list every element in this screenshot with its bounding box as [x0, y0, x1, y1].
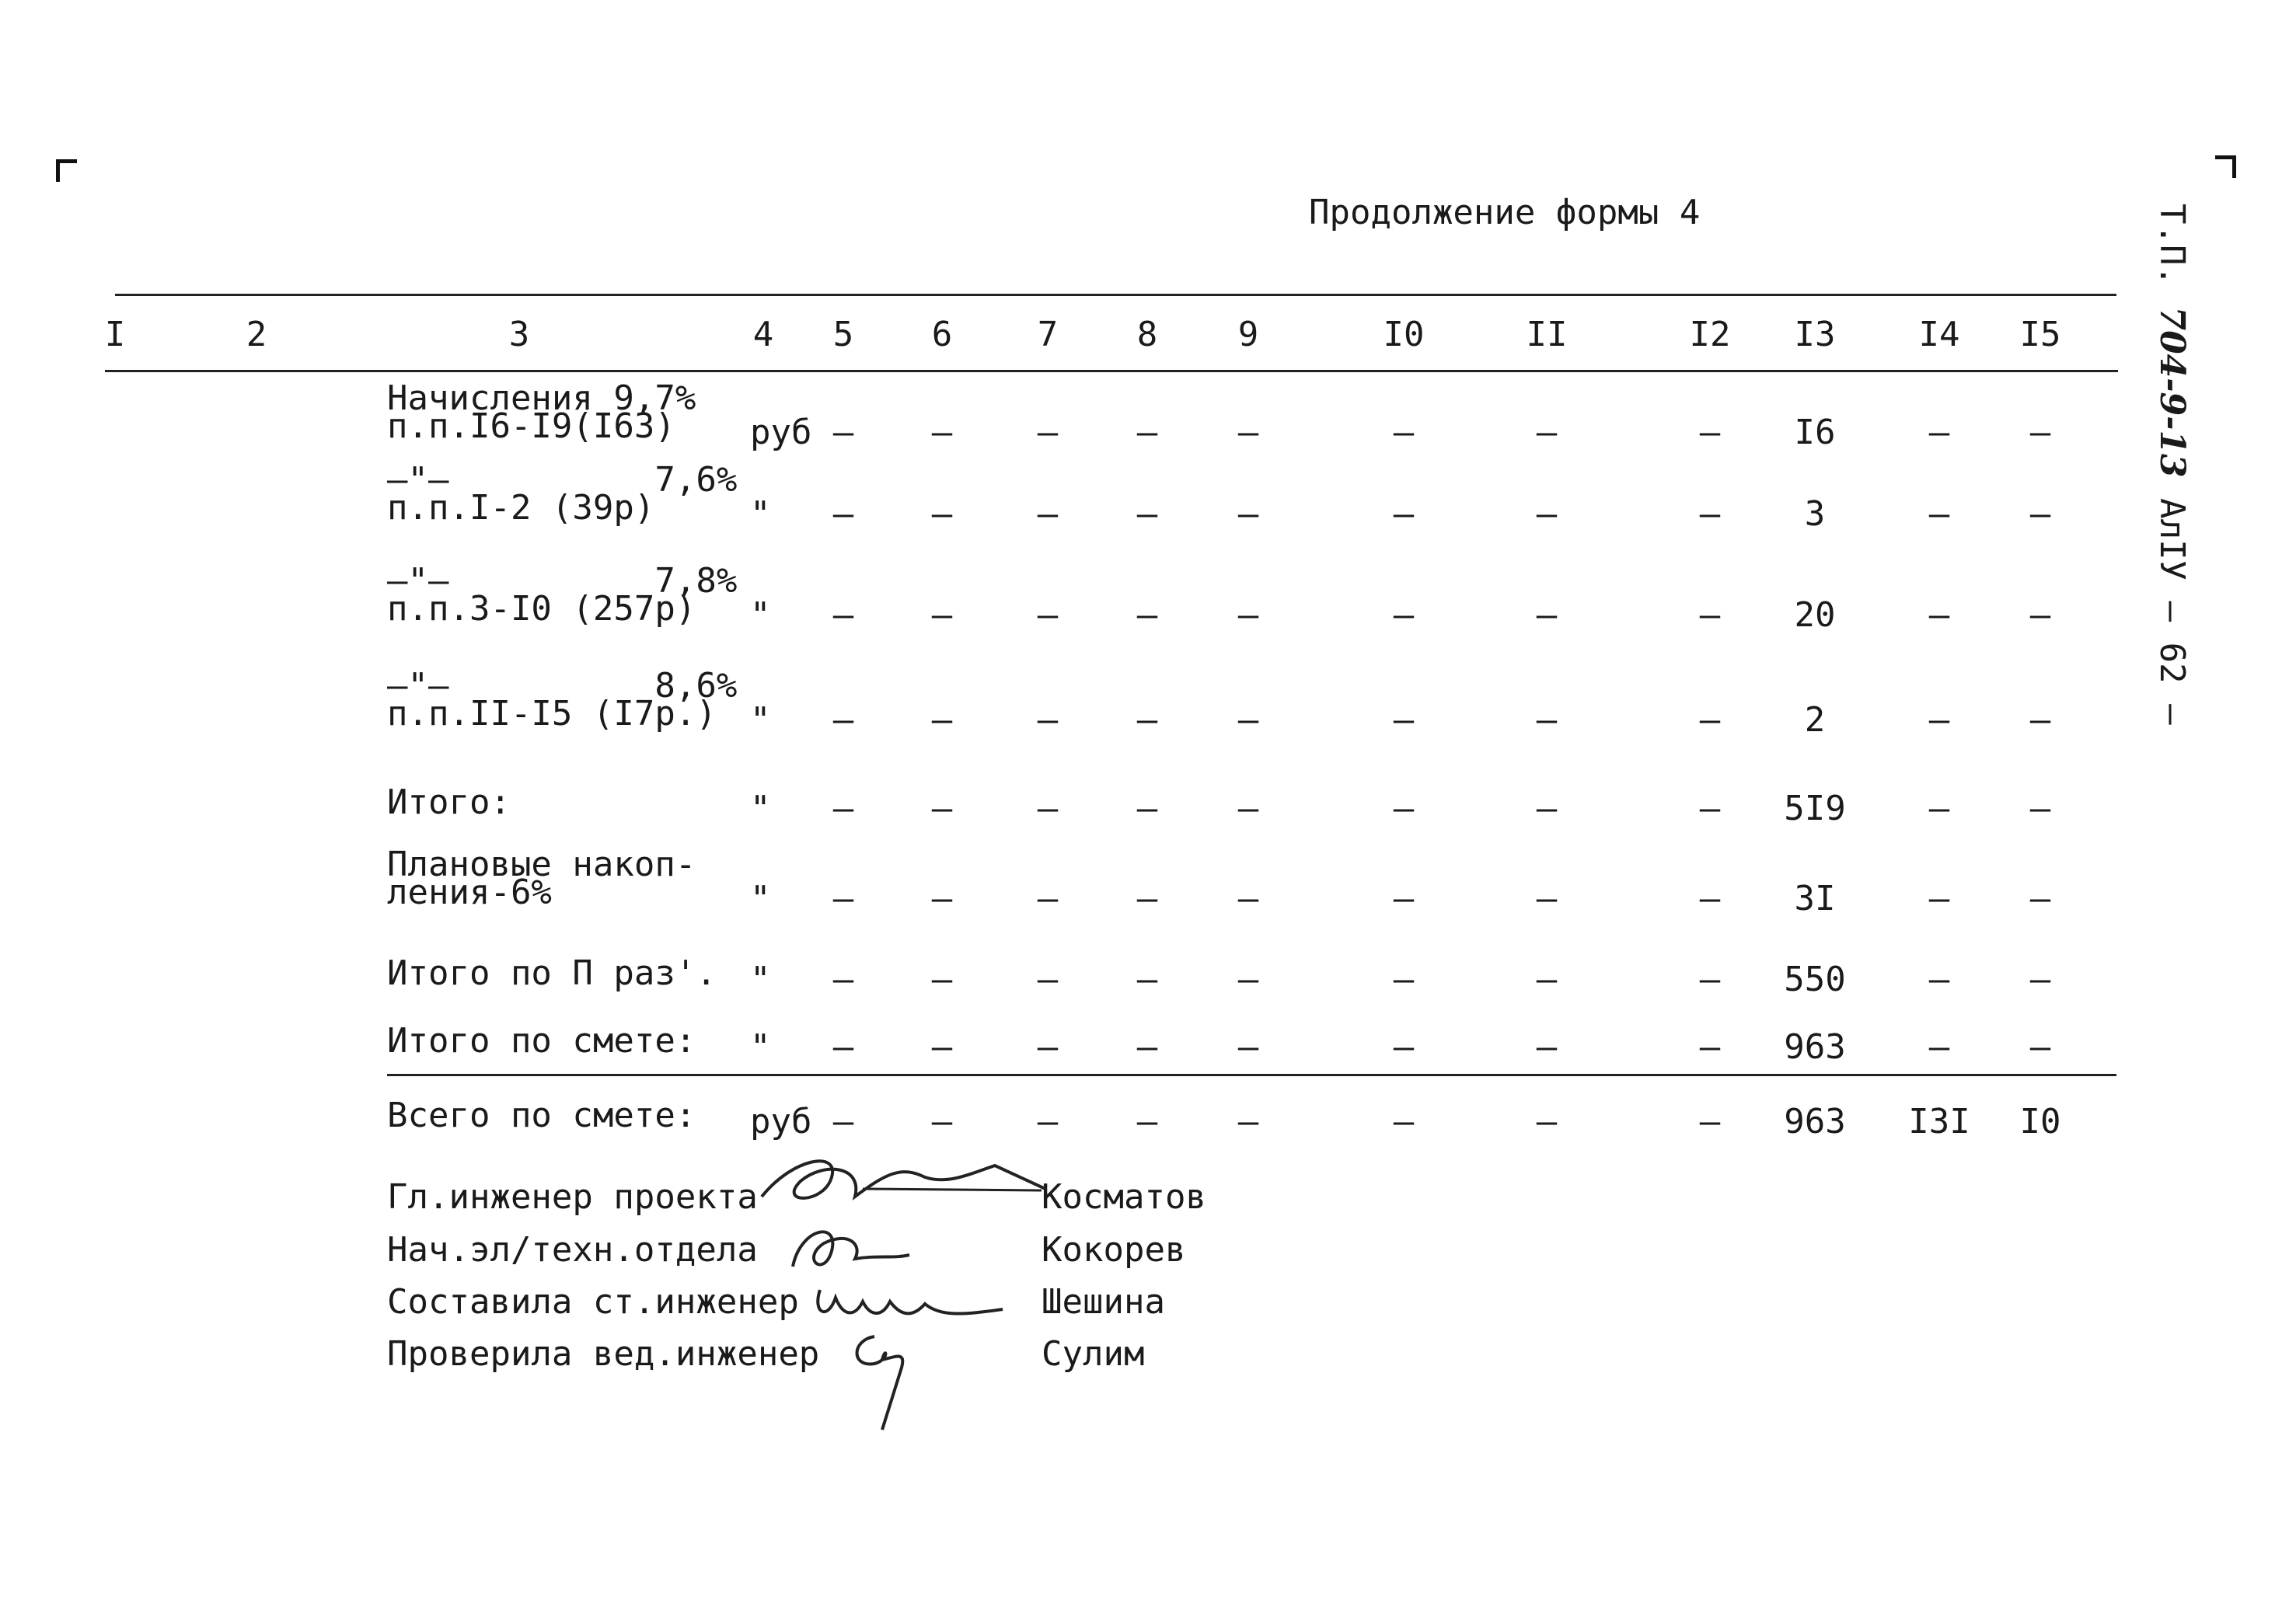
row-label-line-1: Итого по смете: [387, 1021, 696, 1061]
value-cell-col-6: – [931, 494, 953, 534]
row-label-line-1: –"– 7,8% [387, 561, 738, 601]
value-cell-col-11: – [1536, 494, 1558, 534]
column-number-8: 8 [1136, 315, 1158, 354]
value-cell-col-9: – [1237, 413, 1259, 452]
column-number-7: 7 [1037, 315, 1059, 354]
value-cell-col-5: – [832, 789, 854, 828]
unit-cell: " [750, 879, 771, 918]
value-cell-col-12: – [1699, 1027, 1721, 1067]
document-code-prefix: Т.П. [2152, 204, 2192, 307]
signature-role: Гл.инженер проекта [387, 1177, 758, 1217]
row-label [387, 460, 738, 528]
value-cell-col-8: – [1136, 879, 1158, 918]
row-label-line-2: п.п.I-2 (39р) [387, 488, 655, 528]
value-cell-col-10: – [1393, 1102, 1415, 1141]
signature-role: Составила ст.инженер [387, 1282, 799, 1322]
value-cell-col-15: – [2029, 789, 2051, 828]
row-label-line-1: Начисления 9,7% [387, 378, 696, 418]
row-label-line-2: п.п.I6-I9(I63) [387, 406, 675, 446]
value-cell-col-5: – [832, 413, 854, 452]
value-cell-col-15: I0 [2019, 1102, 2061, 1141]
page-heading: Продолжение формы 4 [1309, 193, 1701, 232]
document-code-suffix: АлIУ — 62 — [2152, 477, 2192, 725]
value-cell-col-6: – [931, 700, 953, 740]
unit-cell: руб [750, 1102, 812, 1141]
value-cell-col-15: – [2029, 413, 2051, 452]
column-number-9: 9 [1237, 315, 1259, 354]
unit-cell: " [750, 595, 771, 635]
unit-cell: " [750, 494, 771, 534]
value-cell-col-15: – [2029, 595, 2051, 635]
value-cell-col-5: – [832, 700, 854, 740]
row-label [387, 953, 717, 993]
value-cell-col-7: – [1037, 494, 1059, 534]
unit-cell: " [750, 960, 771, 999]
value-cell-col-12: – [1699, 494, 1721, 534]
column-number-6: 6 [931, 315, 953, 354]
row-label [387, 561, 738, 629]
signature-role: Проверила вед.инженер [387, 1334, 820, 1374]
value-cell-col-7: – [1037, 1027, 1059, 1067]
column-number-1: I [104, 315, 126, 354]
value-cell-col-7: – [1037, 595, 1059, 635]
value-cell-col-8: – [1136, 960, 1158, 999]
value-cell-col-13: 963 [1784, 1027, 1846, 1067]
row-label [387, 666, 738, 734]
value-cell-col-15: – [2029, 700, 2051, 740]
value-cell-col-12: – [1699, 789, 1721, 828]
value-cell-col-10: – [1393, 494, 1415, 534]
column-number-13: I3 [1794, 315, 1836, 354]
unit-cell: " [750, 1027, 771, 1067]
column-number-10: I0 [1383, 315, 1425, 354]
row-label [387, 378, 696, 446]
value-cell-col-8: – [1136, 789, 1158, 828]
column-number-5: 5 [832, 315, 854, 354]
value-cell-col-7: – [1037, 700, 1059, 740]
value-cell-col-8: – [1136, 595, 1158, 635]
row-label-line-1: –"– 8,6% [387, 666, 738, 706]
value-cell-col-15: – [2029, 494, 2051, 534]
value-cell-col-7: – [1037, 960, 1059, 999]
column-number-15: I5 [2019, 315, 2061, 354]
value-cell-col-13: 20 [1794, 595, 1836, 635]
row-label-line-2: п.п.II-I5 (I7р.) [387, 694, 717, 734]
value-cell-col-6: – [931, 960, 953, 999]
row-label-line-1: –"– 7,6% [387, 460, 738, 500]
value-cell-col-12: – [1699, 1102, 1721, 1141]
value-cell-col-12: – [1699, 700, 1721, 740]
value-cell-col-5: – [832, 1102, 854, 1141]
value-cell-col-13: 3 [1804, 494, 1826, 534]
value-cell-col-6: – [931, 413, 953, 452]
value-cell-col-8: – [1136, 1027, 1158, 1067]
header-bottom-rule [105, 370, 2118, 372]
value-cell-col-14: – [1928, 1027, 1950, 1067]
value-cell-col-14: – [1928, 494, 1950, 534]
value-cell-col-5: – [832, 879, 854, 918]
row-label [387, 1021, 696, 1061]
value-cell-col-11: – [1536, 879, 1558, 918]
value-cell-col-7: – [1037, 1102, 1059, 1141]
value-cell-col-7: – [1037, 789, 1059, 828]
value-cell-col-11: – [1536, 1102, 1558, 1141]
signature-sulim [843, 1321, 929, 1438]
row-label-line-1: Всего по смете: [387, 1096, 696, 1135]
unit-cell: " [750, 789, 771, 828]
value-cell-col-13: 963 [1784, 1102, 1846, 1141]
value-cell-col-8: – [1136, 494, 1158, 534]
value-cell-col-11: – [1536, 789, 1558, 828]
row-label-line-1: Итого: [387, 782, 511, 822]
value-cell-col-5: – [832, 494, 854, 534]
value-cell-col-15: – [2029, 960, 2051, 999]
totals-rule [387, 1074, 2116, 1076]
value-cell-col-10: – [1393, 413, 1415, 452]
value-cell-col-9: – [1237, 960, 1259, 999]
value-cell-col-9: – [1237, 879, 1259, 918]
value-cell-col-10: – [1393, 595, 1415, 635]
value-cell-col-9: – [1237, 1027, 1259, 1067]
table-top-rule [115, 294, 2116, 296]
value-cell-col-13: 5I9 [1784, 789, 1846, 828]
row-label [387, 1096, 696, 1135]
value-cell-col-11: – [1536, 700, 1558, 740]
row-label-line-2: ления-6% [387, 873, 552, 912]
value-cell-col-9: – [1237, 1102, 1259, 1141]
row-label [387, 845, 696, 912]
value-cell-col-9: – [1237, 494, 1259, 534]
column-number-12: I2 [1689, 315, 1731, 354]
value-cell-col-14: – [1928, 595, 1950, 635]
value-cell-col-6: – [931, 595, 953, 635]
value-cell-col-8: – [1136, 1102, 1158, 1141]
value-cell-col-14: – [1928, 960, 1950, 999]
value-cell-col-7: – [1037, 879, 1059, 918]
value-cell-col-11: – [1536, 413, 1558, 452]
value-cell-col-10: – [1393, 789, 1415, 828]
value-cell-col-10: – [1393, 700, 1415, 740]
value-cell-col-13: 3I [1794, 879, 1836, 918]
value-cell-col-8: – [1136, 413, 1158, 452]
value-cell-col-6: – [931, 1102, 953, 1141]
value-cell-col-8: – [1136, 700, 1158, 740]
corner-mark-top-left [56, 159, 77, 182]
value-cell-col-11: – [1536, 595, 1558, 635]
value-cell-col-9: – [1237, 789, 1259, 828]
value-cell-col-10: – [1393, 879, 1415, 918]
document-code [2152, 204, 2192, 725]
column-number-3: 3 [508, 315, 530, 354]
signatory-name: Шешина [1042, 1282, 1165, 1322]
value-cell-col-12: – [1699, 413, 1721, 452]
value-cell-col-10: – [1393, 960, 1415, 999]
column-number-14: I4 [1918, 315, 1960, 354]
unit-cell: руб [750, 413, 812, 452]
value-cell-col-14: – [1928, 879, 1950, 918]
value-cell-col-14: – [1928, 700, 1950, 740]
corner-mark-top-right [2215, 155, 2236, 178]
value-cell-col-14: I3I [1908, 1102, 1970, 1141]
signature-kokorev [777, 1212, 933, 1282]
value-cell-col-12: – [1699, 960, 1721, 999]
signatory-name: Сулим [1042, 1334, 1145, 1374]
value-cell-col-6: – [931, 1027, 953, 1067]
value-cell-col-10: – [1393, 1027, 1415, 1067]
value-cell-col-15: – [2029, 879, 2051, 918]
value-cell-col-12: – [1699, 879, 1721, 918]
value-cell-col-6: – [931, 879, 953, 918]
value-cell-col-14: – [1928, 789, 1950, 828]
value-cell-col-6: – [931, 789, 953, 828]
value-cell-col-5: – [832, 1027, 854, 1067]
value-cell-col-9: – [1237, 700, 1259, 740]
signatory-name: Косматов [1042, 1177, 1206, 1217]
value-cell-col-7: – [1037, 413, 1059, 452]
document-code-number: 704-9-13 [2152, 306, 2192, 478]
value-cell-col-5: – [832, 595, 854, 635]
column-number-4: 4 [752, 315, 774, 354]
value-cell-col-11: – [1536, 960, 1558, 999]
column-number-2: 2 [246, 315, 267, 354]
column-number-11: II [1526, 315, 1568, 354]
value-cell-col-13: I6 [1794, 413, 1836, 452]
value-cell-col-13: 2 [1804, 700, 1826, 740]
value-cell-col-11: – [1536, 1027, 1558, 1067]
row-label-line-1: Плановые накоп- [387, 845, 696, 884]
row-label [387, 782, 511, 822]
row-label-line-2: п.п.3-I0 (257р) [387, 589, 696, 629]
signature-role: Нач.эл/техн.отдела [387, 1230, 758, 1270]
unit-cell: " [750, 700, 771, 740]
row-label-line-1: Итого по П раз'. [387, 953, 717, 993]
value-cell-col-15: – [2029, 1027, 2051, 1067]
signatory-name: Кокорев [1042, 1230, 1186, 1270]
value-cell-col-13: 550 [1784, 960, 1846, 999]
value-cell-col-12: – [1699, 595, 1721, 635]
value-cell-col-14: – [1928, 413, 1950, 452]
value-cell-col-5: – [832, 960, 854, 999]
value-cell-col-9: – [1237, 595, 1259, 635]
